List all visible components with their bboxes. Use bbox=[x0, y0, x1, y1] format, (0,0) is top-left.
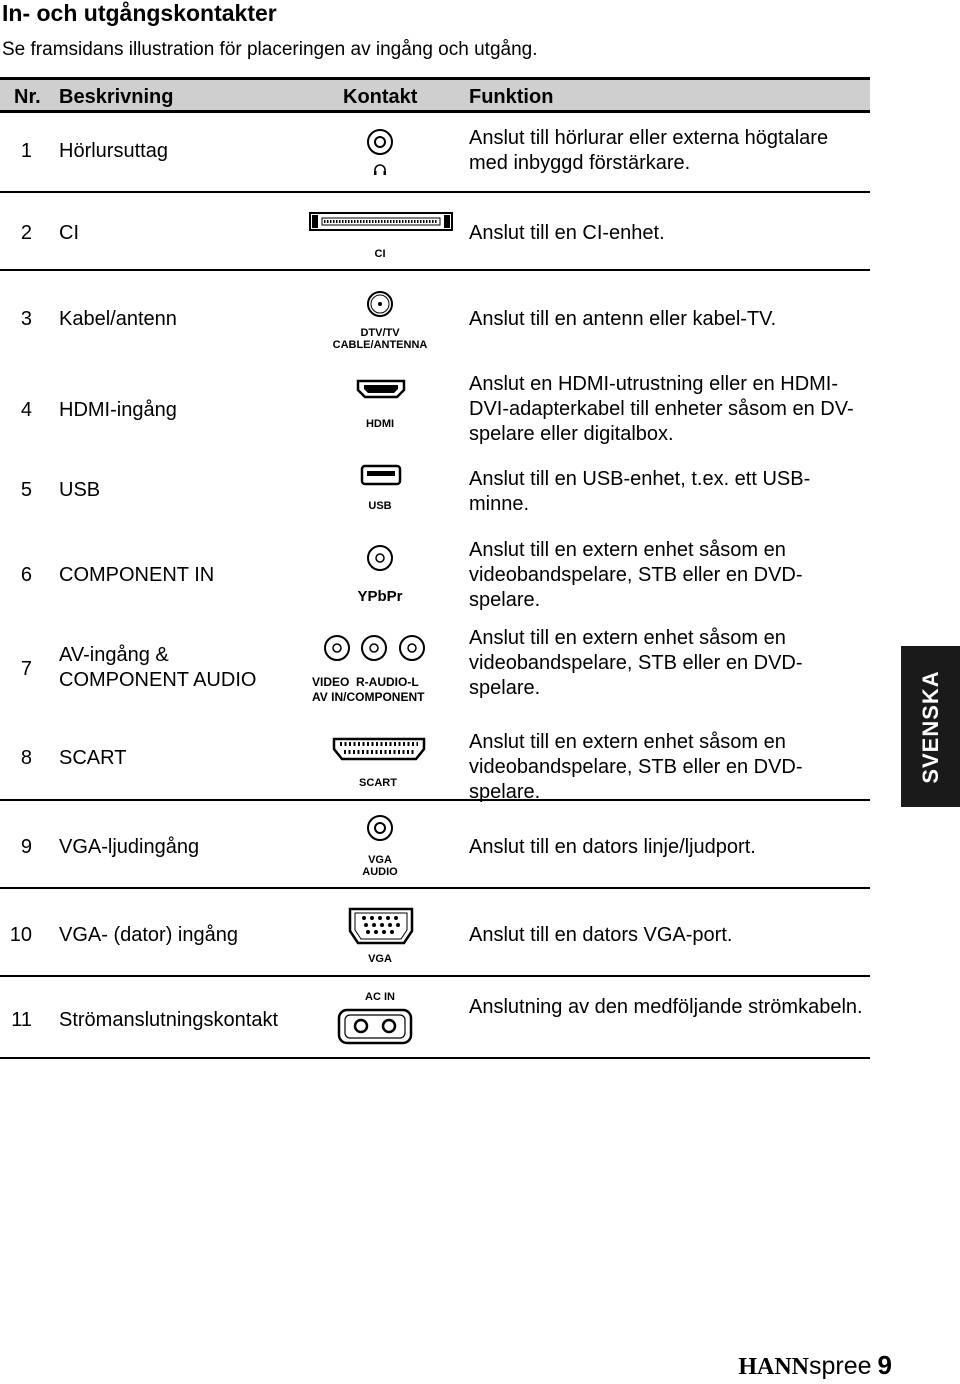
table-row bbox=[0, 191, 870, 271]
header-function: Funktion bbox=[469, 86, 554, 108]
ac-inlet-icon bbox=[300, 975, 460, 1057]
row-function: Anslut till en extern enhet såsom en videobandspelare, STB eller en DVD-spelare. bbox=[469, 731, 803, 803]
brand-logo-bold: HANN bbox=[738, 1354, 809, 1380]
connector-cell bbox=[300, 975, 460, 1057]
row-number: 3 bbox=[20, 308, 32, 330]
row-function: Anslut en HDMI-utrustning eller en HDMI-DVI-adapterkabel till enheter såsom en DV-spelare eller digitalbox. bbox=[469, 373, 854, 445]
connector-label: USB bbox=[368, 500, 392, 512]
connector-label: CI bbox=[374, 248, 386, 260]
row-number: 2 bbox=[20, 222, 32, 244]
row-description: Kabel/antenn bbox=[59, 308, 177, 330]
row-number: 4 bbox=[20, 399, 32, 421]
language-tab bbox=[901, 646, 960, 807]
table-row bbox=[0, 887, 870, 977]
connector-cell bbox=[300, 191, 460, 269]
connector-label: VIDEO R-AUDIO-L AV IN/COMPONENT bbox=[312, 675, 425, 704]
row-function: Anslut till en dators VGA-port. bbox=[469, 924, 733, 946]
row-description: AV-ingång & COMPONENT AUDIO bbox=[59, 644, 257, 691]
row-number: 6 bbox=[20, 564, 32, 586]
row-function: Anslut till en extern enhet såsom en videobandspelare, STB eller en DVD-spelare. bbox=[469, 539, 803, 611]
connector-label: AC IN bbox=[365, 991, 395, 1003]
row-description: Strömanslutningskontakt bbox=[59, 1009, 279, 1031]
row-description: Hörlursuttag bbox=[59, 140, 168, 162]
table-header bbox=[0, 77, 870, 113]
row-description: COMPONENT IN bbox=[59, 564, 215, 586]
row-description: USB bbox=[59, 479, 101, 501]
connector-cell bbox=[300, 887, 460, 975]
connector-cell bbox=[300, 609, 460, 711]
page-number: 9 bbox=[877, 1350, 892, 1380]
row-function: Anslut till en CI-enhet. bbox=[469, 222, 665, 244]
table-row bbox=[0, 799, 870, 889]
connector-cell bbox=[300, 113, 460, 191]
headphone-jack-icon bbox=[300, 113, 460, 191]
row-function: Anslutning av den medföljande strömkabeln. bbox=[469, 996, 863, 1018]
row-number: 9 bbox=[20, 836, 32, 858]
row-number: 8 bbox=[20, 747, 32, 769]
row-number: 10 bbox=[9, 924, 32, 946]
header-description: Beskrivning bbox=[59, 86, 174, 108]
page-title: In- och utgångskontakter bbox=[2, 0, 277, 26]
table-row bbox=[0, 269, 870, 357]
connector-cell bbox=[300, 711, 460, 799]
connector-label: YPbPr bbox=[357, 588, 403, 605]
row-description: SCART bbox=[59, 747, 127, 769]
connector-cell bbox=[300, 269, 460, 357]
row-function: Anslut till en extern enhet såsom en videobandspelare, STB eller en DVD-spelare. bbox=[469, 627, 803, 699]
row-description: VGA-ljudingång bbox=[59, 836, 200, 858]
row-description: HDMI-ingång bbox=[59, 399, 177, 421]
page-subtitle: Se framsidans illustration för placeringen av ingång och utgång. bbox=[2, 39, 538, 60]
row-number: 1 bbox=[20, 140, 32, 162]
connector-label: DTV/TV CABLE/ANTENNA bbox=[332, 327, 428, 351]
hdmi-port-icon bbox=[300, 357, 460, 444]
connector-label: VGA bbox=[368, 953, 392, 965]
row-function: Anslut till en USB-enhet, t.ex. ett USB-minne. bbox=[469, 468, 811, 515]
connector-table bbox=[0, 77, 870, 1031]
connector-cell bbox=[300, 799, 460, 887]
connector-label: HDMI bbox=[365, 418, 395, 430]
page-footer bbox=[738, 1350, 892, 1381]
row-number: 7 bbox=[20, 658, 32, 680]
header-nr: Nr. bbox=[14, 86, 41, 108]
table-row bbox=[0, 711, 870, 801]
row-description: CI bbox=[59, 222, 79, 244]
table-row bbox=[0, 444, 870, 517]
header-connector: Kontakt bbox=[343, 86, 418, 108]
table-row bbox=[0, 357, 870, 444]
table-row bbox=[0, 609, 870, 711]
row-function: Anslut till hörlurar eller externa högtalare med inbyggd förstärkare. bbox=[469, 127, 829, 174]
table-row bbox=[0, 975, 870, 1059]
connector-cell bbox=[300, 517, 460, 609]
brand-logo-light: spree bbox=[808, 1352, 872, 1380]
connector-cell bbox=[300, 444, 460, 517]
row-function: Anslut till en antenn eller kabel-TV. bbox=[469, 308, 777, 330]
table-row bbox=[0, 113, 870, 193]
row-description: VGA- (dator) ingång bbox=[59, 924, 238, 946]
row-function: Anslut till en dators linje/ljudport. bbox=[469, 836, 756, 858]
connector-label: SCART bbox=[359, 777, 397, 789]
row-number: 5 bbox=[20, 479, 32, 501]
connector-cell bbox=[300, 357, 460, 444]
language-tab-label: SVENSKA bbox=[917, 669, 943, 784]
row-number: 11 bbox=[11, 1009, 32, 1031]
table-row bbox=[0, 517, 870, 609]
connector-label: VGA AUDIO bbox=[362, 854, 398, 878]
